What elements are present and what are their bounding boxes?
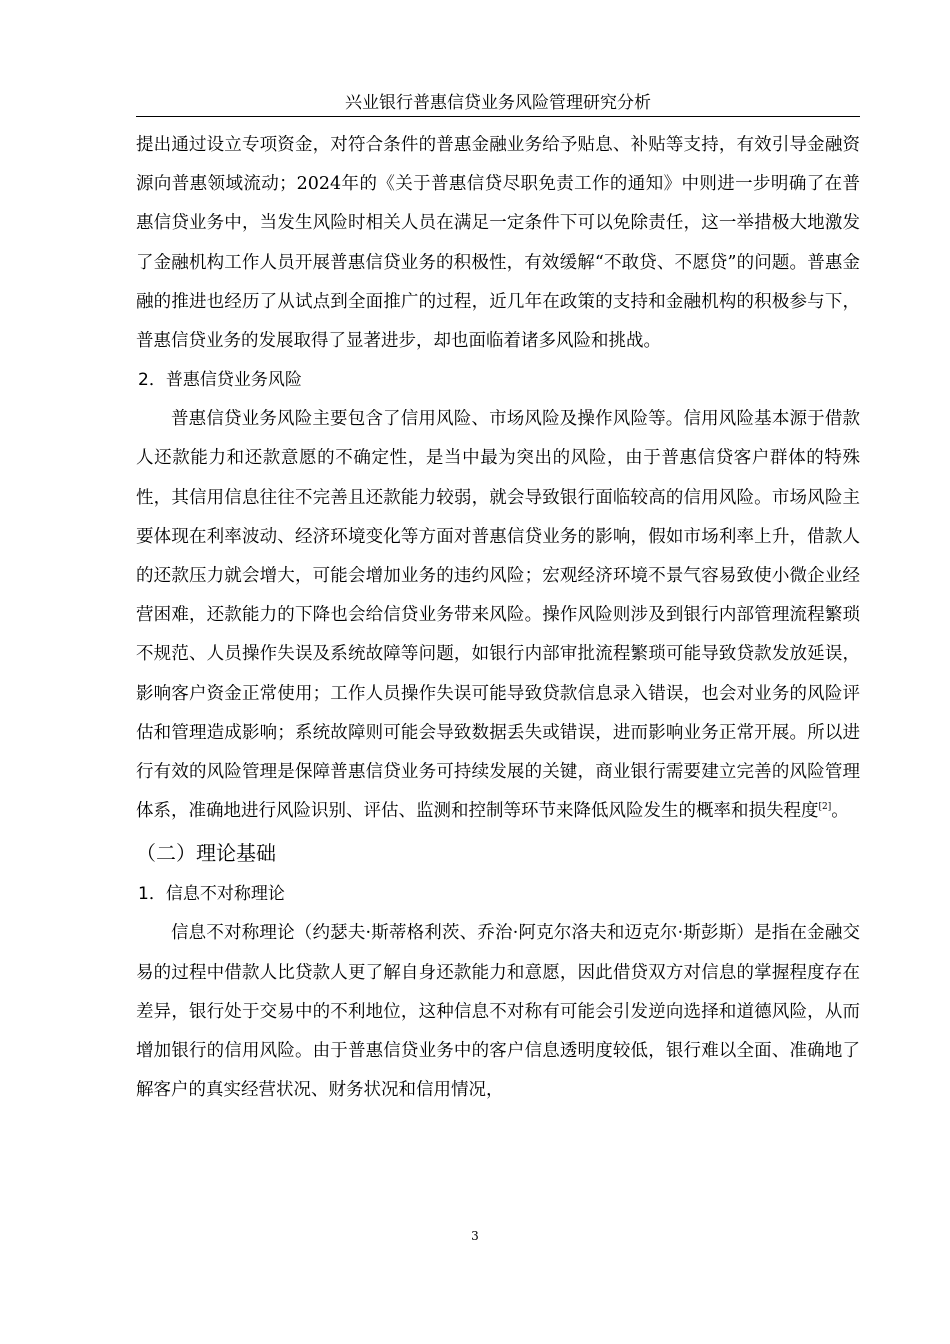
paragraph-credit-risk-end: 。 [831,801,849,822]
paragraph-information-asymmetry: 信息不对称理论（约瑟夫·斯蒂格利茨、乔治·阿克尔洛夫和迈克尔·斯彭斯）是指在金融交易的过程中借款人比贷款人更了解自身还款能力和意愿，因此借贷双方对信息的掌握程度存在差异，银行处于交易中的不利地位，这种信息不对称有可能会引发逆向选择和道德风险，从而增加银行的信用风险。由于普惠信贷业务中的客户信息透明度较低，银行难以全面、准确地了解客户的真实经营状况、财务状况和信用情况， [136,923,860,1101]
paragraph-credit-risk [136,400,860,831]
paragraph-policy-continuation: 提出通过设立专项资金，对符合条件的普惠金融业务给予贴息、补贴等支持，有效引导金融资源向普惠领域流动；2024年的《关于普惠信贷尽职免责工作的通知》中则进一步明确了在普惠信贷业务中，当发生风险时相关人员在满足一定条件下可以免除责任，这一举措极大地激发了金融机构工作人员开展普惠信贷业务的积极性，有效缓解“不敢贷、不愿贷”的问题。普惠金融的推进也经历了从试点到全面推广的过程，近几年在政策的支持和金融机构的积极参与下，普惠信贷业务的发展取得了显著进步，却也面临着诸多风险和挑战。 [136,135,860,352]
page-number: 3 [471,1229,479,1243]
running-header: 兴业银行普惠信贷业务风险管理研究分析 [345,93,651,113]
subheading-inclusive-credit-risk: 2．普惠信贷业务风险 [138,370,302,391]
paragraph-credit-risk-text: 普惠信贷业务风险主要包含了信用风险、市场风险及操作风险等。信用风险基本源于借款人还款能力和还款意愿的不确定性，是当中最为突出的风险，由于普惠信贷客户群体的特殊性，其信用信息往往不完善且还款能力较弱，就会导致银行面临较高的信用风险。市场风险主要体现在利率波动、经济环境变化等方面对普惠信贷业务的影响，假如市场利率上升，借款人的还款压力就会增大，可能会增加业务的违约风险；宏观经济环境不景气容易致使小微企业经营困难，还款能力的下降也会给信贷业务带来风险。操作风险则涉及到银行内部管理流程繁琐不规范、人员操作失误及系统故障等问题，如银行内部审批流程繁琐可能导致贷款发放延误，影响客户资金正常使用；工作人员操作失误可能导致贷款信息录入错误，也会对业务的风险评估和管理造成影响；系统故障则可能会导致数据丢失或错误，进而影响业务正常开展。所以进行有效的风险管理是保障普惠信贷业务可持续发展的关键，商业银行需要建立完善的风险管理体系，准确地进行风险识别、评估、监测和控制等环节来降低风险发生的概率和损失程度 [136,409,860,822]
header-divider [136,116,860,117]
section-heading-theory: （二）理论基础 [136,841,276,866]
citation-ref: [2] [818,802,832,813]
page-body [136,126,860,1110]
subheading-information-asymmetry: 1．信息不对称理论 [138,884,285,905]
